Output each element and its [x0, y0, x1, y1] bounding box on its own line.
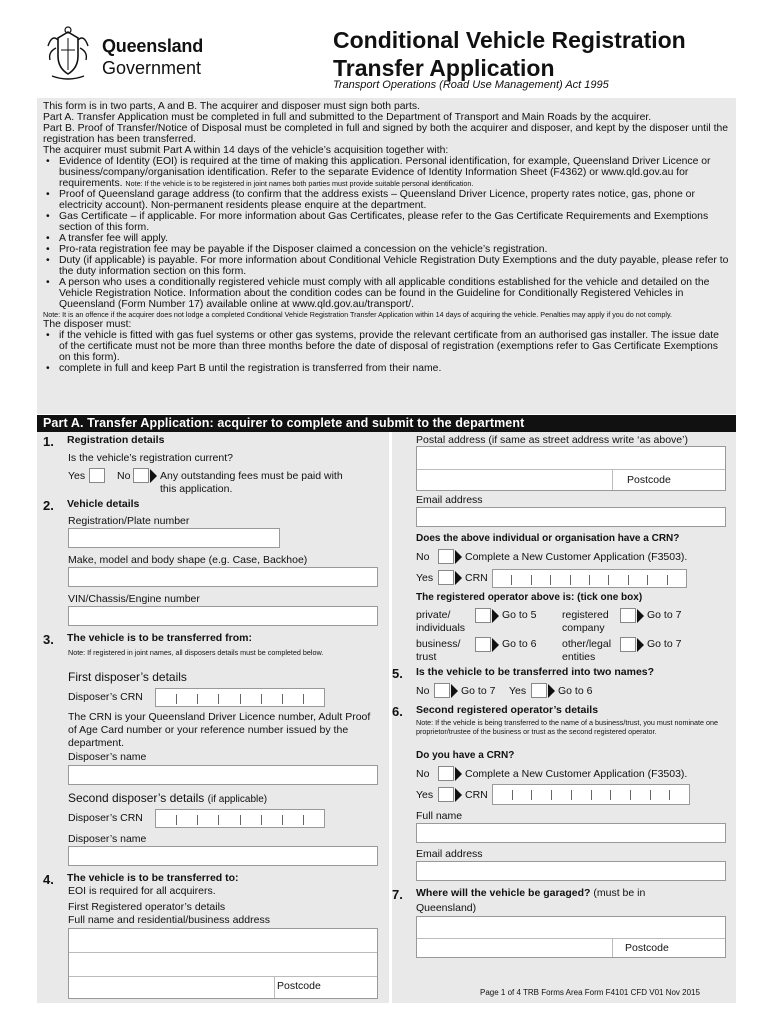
intro-paragraph: Part A. Transfer Application must be completed in full and submitted to the Department of Transport and Main Roads by the acquirer.	[43, 112, 652, 123]
vin-input[interactable]	[68, 606, 378, 626]
list-item: • Proof of Queensland garage address (to confirm that the address exists – Queensland Driver Licence, property rates notice, gas, phone or electricity account). Non-permanent residents please enquire at the department.	[43, 189, 730, 211]
new-customer-text: Complete a New Customer Application (F3503).	[465, 768, 688, 780]
arrow-right-icon	[637, 609, 644, 623]
acquirer-requirements-list	[43, 156, 730, 310]
make-model-input[interactable]	[68, 567, 378, 587]
other-legal-label: other/legal	[562, 638, 612, 650]
title-line-2: Transfer Application	[333, 55, 555, 81]
section-title-registration: Registration details	[67, 434, 165, 446]
disposer-name-label: Disposer’s name	[68, 751, 147, 763]
registration-current-no-checkbox[interactable]	[133, 468, 149, 483]
section-number: 7.	[392, 887, 403, 902]
second-email-input[interactable]	[416, 861, 726, 881]
goto-6-label: Go to 6	[502, 638, 537, 650]
section-title-vehicle: Vehicle details	[67, 498, 140, 510]
yes-label: Yes	[416, 572, 434, 584]
private-label: private/	[416, 609, 451, 621]
goto-7-label: Go to 7	[647, 638, 682, 650]
private-individual-checkbox[interactable]	[475, 608, 491, 623]
list-item	[43, 156, 730, 189]
disposer-crn-label: Disposer’s CRN	[68, 691, 143, 703]
arrow-right-icon	[451, 684, 458, 698]
arrow-right-icon	[637, 638, 644, 652]
arrow-right-icon	[455, 571, 462, 585]
yes-label: Yes	[416, 789, 434, 801]
garaged-title: Where will the vehicle be garaged?	[416, 887, 591, 899]
part-a-banner: Part A. Transfer Application: acquirer to complete and submit to the department	[37, 415, 736, 432]
second-crn-no-checkbox[interactable]	[438, 766, 454, 781]
intro-paragraph: Part B. Proof of Transfer/Notice of Disposal must be completed in full and signed by both the acquirer and disposer, and kept by the disposer until the registration has been transferred.	[43, 123, 729, 145]
section-number: 3.	[43, 632, 54, 647]
second-crn-yes-checkbox[interactable]	[438, 787, 454, 802]
garage-address-input[interactable]	[416, 916, 726, 958]
registered-label: registered	[562, 609, 609, 621]
goto-7-label: Go to 7	[647, 609, 682, 621]
second-disposer-title: Second disposer’s details	[68, 791, 205, 805]
second-operator-crn-input[interactable]	[492, 784, 690, 805]
intro-paragraph: This form is in two parts, A and B. The acquirer and disposer must sign both parts.	[43, 101, 420, 112]
title-line-1: Conditional Vehicle Registration	[333, 27, 686, 53]
goto-6-label: Go to 6	[558, 685, 593, 697]
section-number: 2.	[43, 498, 54, 513]
trust-label: trust	[416, 651, 437, 663]
email-label: Email address	[416, 848, 483, 860]
vin-label: VIN/Chassis/Engine number	[68, 593, 200, 605]
full-name-address-label: Full name and residential/business address	[68, 914, 270, 926]
joint-names-note: Note: If registered in joint names, all disposers details must be completed below.	[68, 648, 324, 657]
list-item: • Duty (if applicable) is payable. For more information about Conditional Vehicle Registration Duty Exemptions and the duty payable, please refer to the duty information section on this form.	[43, 255, 730, 277]
no-label: No	[416, 685, 430, 697]
section-title-garaged	[416, 887, 645, 899]
crn-help-text: The CRN is your Queensland Driver Licence number, Adult Proof of Age Card number or your reference number issued by the department.	[68, 711, 371, 749]
section-title-two-names: Is the vehicle to be transferred into two names?	[416, 666, 655, 678]
no-label: No	[416, 768, 430, 780]
other-legal-checkbox[interactable]	[620, 637, 636, 652]
right-column	[392, 432, 736, 1003]
list-item-note: Note: If the vehicle is to be registered in joint names both parties must provide suitable personal identification.	[125, 179, 474, 188]
registration-current-question: Is the vehicle’s registration current?	[68, 452, 233, 464]
list-item: • complete in full and keep Part B until the registration is transferred from their name.	[43, 363, 730, 374]
first-operator-label: First Registered operator’s details	[68, 901, 226, 913]
section-number: 5.	[392, 666, 403, 681]
goto-7-label: Go to 7	[461, 685, 496, 697]
email-label: Email address	[416, 494, 483, 506]
list-item: • A transfer fee will apply.	[43, 233, 730, 244]
operator-crn-input[interactable]	[492, 569, 687, 588]
left-column	[37, 432, 389, 1003]
business-trust-checkbox[interactable]	[475, 637, 491, 652]
list-item: • A person who uses a conditionally registered vehicle must comply with all applicable conditions established for the vehicle and detailed on the Vehicle Registration Notice. Information about the condition codes can be found in the Guideline for Conditionally Registered Vehicles in Queensland (Form Number 17) available online at www.qld.gov.au/transport/.	[43, 277, 730, 310]
disposer-requirements-list	[43, 330, 730, 374]
disposer-name-label-2: Disposer’s name	[68, 833, 147, 845]
second-disposer-heading	[68, 791, 267, 805]
postcode-label: Postcode	[277, 980, 321, 992]
first-disposer-heading: First disposer’s details	[68, 670, 187, 684]
crn-question-2: Do you have a CRN?	[416, 750, 515, 761]
offence-note: Note: It is an offence if the acquirer does not lodge a completed Conditional Vehicle Registration Transfer Application within 14 days of acquiring the vehicle. Penalties may apply if you do not comply.	[43, 310, 673, 319]
operator-type-question: The registered operator above is: (tick one box)	[416, 592, 643, 603]
no-label: No	[416, 551, 430, 563]
plate-number-input[interactable]	[68, 528, 280, 548]
registered-company-checkbox[interactable]	[620, 608, 636, 623]
postal-address-input[interactable]	[416, 446, 726, 491]
coat-of-arms-icon	[44, 26, 92, 82]
section-title-transfer-from: The vehicle is to be transferred from:	[67, 632, 252, 644]
two-names-yes-checkbox[interactable]	[531, 683, 547, 698]
plate-number-label: Registration/Plate number	[68, 515, 190, 527]
list-item: • Pro-rata registration fee may be payable if the Disposer claimed a concession on the vehicle’s registration.	[43, 244, 730, 255]
make-model-label: Make, model and body shape (e.g. Case, Backhoe)	[68, 554, 308, 566]
yes-label: Yes	[509, 685, 527, 697]
goto-5-label: Go to 5	[502, 609, 537, 621]
outstanding-fees-text: Any outstanding fees must be paid with	[160, 470, 343, 482]
list-item: • if the vehicle is fitted with gas fuel systems or other gas systems, provide the relevant certificate from an authorised gas installer. The issue date of the certificate must not be more than three months before the date of disposal of registration (exemptions refer to Gas Certificate Exemptions on this form).	[43, 330, 730, 363]
list-item: • Gas Certificate – if applicable. For more information about Gas Certificates, please refer to the Gas Certificate Requirements and Exemptions section of this form.	[43, 211, 730, 233]
page-footer: Page 1 of 4 TRB Forms Area Form F4101 CFD V01 Nov 2015	[480, 988, 700, 997]
full-name-label: Full name	[416, 810, 463, 822]
arrow-right-icon	[492, 638, 499, 652]
disposer-crn-input[interactable]	[155, 688, 325, 707]
business-label: business/	[416, 638, 461, 650]
garaged-suffix: (must be in	[593, 887, 646, 899]
postal-address-label: Postal address (if same as street address write ‘as above’)	[416, 434, 688, 446]
page-title	[333, 26, 753, 82]
intro-paragraph: The disposer must:	[43, 319, 132, 330]
disposer-name-input-2[interactable]	[68, 846, 378, 866]
full-name-input[interactable]	[416, 823, 726, 843]
yes-label: Yes	[68, 470, 86, 482]
garaged-suffix-2: Queensland)	[416, 902, 477, 914]
arrow-right-icon	[548, 684, 555, 698]
business-trust-note: Note: If the vehicle is being transferred to the name of a business/trust, you must nominate one proprietor/trustee of the business or trust as the second registered operator.	[416, 718, 719, 736]
section-title-transfer-to: The vehicle is to be transferred to:	[67, 872, 239, 884]
page-subtitle: Transport Operations (Road Use Management) Act 1995	[333, 79, 609, 91]
section-number: 6.	[392, 704, 403, 719]
queensland-government-logo	[44, 26, 244, 86]
intro-paragraph: The acquirer must submit Part A within 14 days of the vehicle’s acquisition together with:	[43, 145, 449, 156]
second-disposer-suffix: (if applicable)	[207, 794, 268, 805]
arrow-right-icon	[455, 550, 462, 564]
outstanding-fees-text-2: this application.	[160, 483, 233, 495]
crn-no-checkbox[interactable]	[438, 549, 454, 564]
arrow-right-icon	[455, 767, 462, 781]
arrow-right-icon	[150, 469, 157, 483]
new-customer-text: Complete a New Customer Application (F3503).	[465, 551, 688, 563]
crn-question: Does the above individual or organisation have a CRN?	[416, 533, 680, 544]
arrow-right-icon	[492, 609, 499, 623]
arrow-right-icon	[455, 788, 462, 802]
section-number: 4.	[43, 872, 54, 887]
section-title-second-operator: Second registered operator’s details	[416, 704, 599, 716]
individuals-label: individuals	[416, 622, 466, 634]
logo-text-government: Government	[102, 58, 202, 78]
crn-yes-checkbox[interactable]	[438, 570, 454, 585]
disposer-name-input[interactable]	[68, 765, 378, 785]
disposer-crn-label-2: Disposer’s CRN	[68, 812, 143, 824]
section-number: 1.	[43, 434, 54, 449]
company-label: company	[562, 622, 605, 634]
registration-current-yes-checkbox[interactable]	[89, 468, 105, 483]
crn-label: CRN	[465, 572, 488, 584]
crn-label: CRN	[465, 789, 488, 801]
disposer-crn-input-2[interactable]	[155, 809, 325, 828]
list-item-text: Evidence of Identity (EOI) is required at the time of making this application. Personal identification, for example, Queensland Driver Licence or business/company/organisation identification. Refer to the separate Evidence of Identity Information Sheet (F4362) or www.qld.gov.au for requirements.	[59, 156, 711, 189]
no-label: No	[117, 470, 131, 482]
entities-label: entities	[562, 651, 596, 663]
postcode-label: Postcode	[625, 942, 669, 954]
postcode-label: Postcode	[627, 474, 671, 486]
instructions-box	[37, 98, 736, 414]
eoi-required-text: EOI is required for all acquirers.	[68, 885, 216, 897]
two-names-no-checkbox[interactable]	[434, 683, 450, 698]
logo-text-queensland: Queensland	[102, 36, 204, 56]
full-name-address-input[interactable]	[68, 928, 378, 999]
email-input[interactable]	[416, 507, 726, 527]
